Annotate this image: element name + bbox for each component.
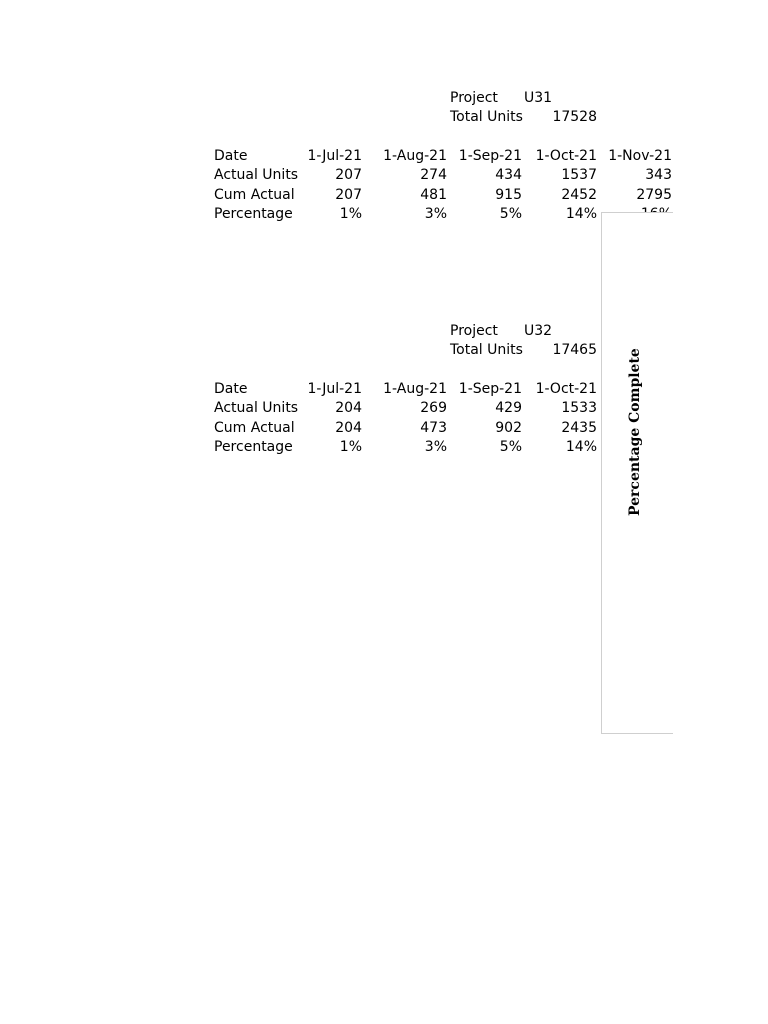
actual-units-cell: 204 <box>335 400 362 416</box>
row-label-cum-actual: Cum Actual <box>214 187 295 203</box>
page-clip-area <box>673 0 768 1024</box>
actual-units-cell: 343 <box>645 167 672 183</box>
total-units-value: 17528 <box>552 109 597 125</box>
total-units-value: 17465 <box>552 342 597 358</box>
row-label-date: Date <box>214 148 248 164</box>
project-value: U31 <box>524 90 553 106</box>
actual-units-cell: 429 <box>495 400 522 416</box>
percentage-cell: 5% <box>499 206 522 222</box>
percentage-cell: 1% <box>339 206 362 222</box>
actual-units-cell: 1537 <box>561 167 597 183</box>
cum-actual-cell: 2435 <box>561 420 597 436</box>
date-cell: 1-Aug-21 <box>383 381 447 397</box>
date-cell: 1-Oct-21 <box>535 148 597 164</box>
date-cell: 1-Aug-21 <box>383 148 447 164</box>
cum-actual-cell: 473 <box>420 420 447 436</box>
actual-units-cell: 269 <box>420 400 447 416</box>
actual-units-cell: 1533 <box>561 400 597 416</box>
cum-actual-cell: 481 <box>420 187 447 203</box>
percentage-cell: 3% <box>424 206 447 222</box>
project-label: Project <box>450 90 498 106</box>
percentage-cell: 1% <box>339 439 362 455</box>
percentage-complete-chart[interactable] <box>601 212 681 734</box>
row-label-percentage: Percentage <box>214 439 293 455</box>
percentage-cell: 14% <box>565 206 597 222</box>
cum-actual-cell: 902 <box>495 420 522 436</box>
date-cell: 1-Sep-21 <box>458 148 522 164</box>
percentage-cell: 14% <box>565 439 597 455</box>
actual-units-cell: 274 <box>420 167 447 183</box>
cum-actual-cell: 207 <box>335 187 362 203</box>
total-units-label: Total Units <box>450 342 523 358</box>
row-label-percentage: Percentage <box>214 206 293 222</box>
date-cell: 1-Sep-21 <box>458 381 522 397</box>
date-cell: 1-Nov-21 <box>608 148 672 164</box>
row-label-actual-units: Actual Units <box>214 167 299 183</box>
project-label: Project <box>450 323 498 339</box>
project-value: U32 <box>524 323 553 339</box>
percentage-cell: 3% <box>424 439 447 455</box>
row-label-cum-actual: Cum Actual <box>214 420 295 436</box>
date-cell: 1-Oct-21 <box>535 381 597 397</box>
cum-actual-cell: 915 <box>495 187 522 203</box>
date-cell: 1-Jul-21 <box>307 148 362 164</box>
actual-units-cell: 434 <box>495 167 522 183</box>
date-cell: 1-Jul-21 <box>307 381 362 397</box>
chart-axis-title: Percentage Complete <box>627 348 643 516</box>
percentage-cell: 5% <box>499 439 522 455</box>
cum-actual-cell: 204 <box>335 420 362 436</box>
row-label-actual-units: Actual Units <box>214 400 299 416</box>
cum-actual-cell: 2452 <box>561 187 597 203</box>
total-units-label: Total Units <box>450 109 523 125</box>
actual-units-cell: 207 <box>335 167 362 183</box>
cum-actual-cell: 2795 <box>636 187 672 203</box>
row-label-date: Date <box>214 381 248 397</box>
